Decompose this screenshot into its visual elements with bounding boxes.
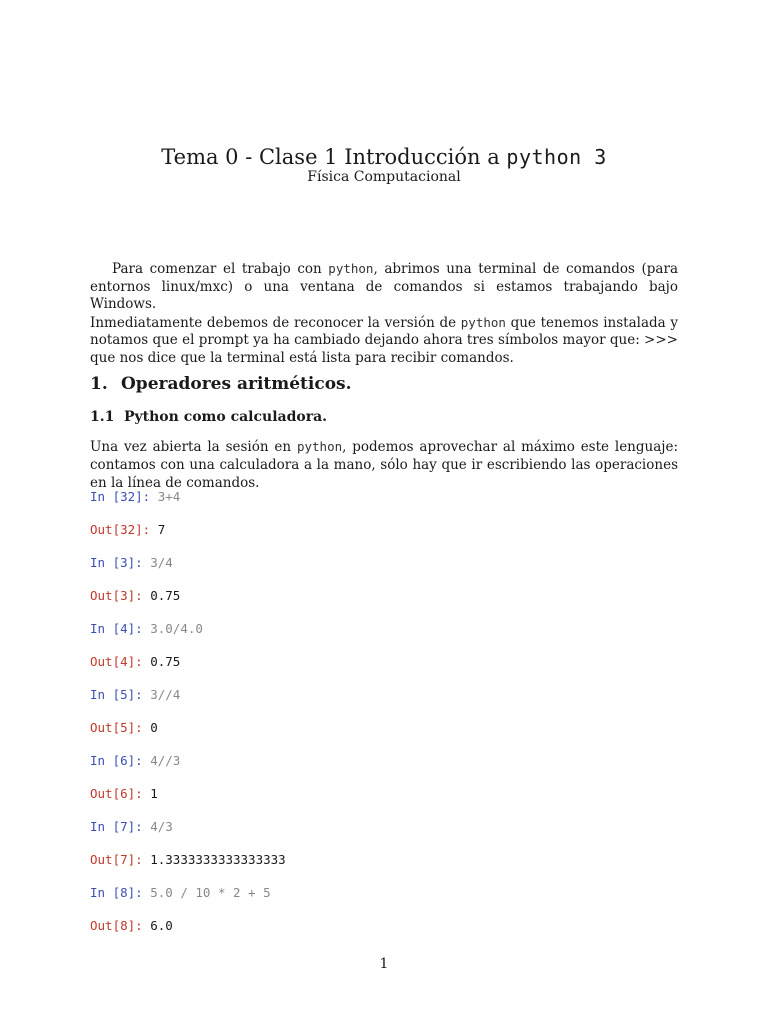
code-output-line: [90, 720, 678, 736]
code-input-line: [90, 555, 678, 571]
subsection-1-1-title: Python como calculadora.: [124, 409, 328, 425]
intro-p1-text-b: , abrimos una terminal de comandos (para entornos linux/mxc) o una ventana de comandos si estamos trabajando bajo Windows.: [90, 261, 678, 312]
code-input-line: [90, 885, 678, 901]
in-prompt: In [7]:: [90, 819, 143, 834]
out-prompt: Out[8]:: [90, 918, 143, 933]
output-value: 7: [157, 522, 166, 537]
output-value: 6.0: [150, 918, 173, 933]
input-expression: 3//4: [150, 687, 181, 702]
intro-paragraph-1: [90, 260, 678, 314]
code-input-line: [90, 819, 678, 835]
calc-code: python: [296, 439, 343, 454]
in-prompt: In [6]:: [90, 753, 143, 768]
code-output-line: [90, 852, 678, 868]
intro-p2-text-b: que tenemos instalada y notamos que el prompt ya ha cambiado dejando ahora tres símbolos mayor que: >>> que nos dice que la terminal está lista para recibir comandos.: [90, 314, 678, 366]
output-value: 1.3333333333333333: [150, 852, 286, 867]
section-1-title: Operadores aritméticos.: [121, 374, 352, 394]
document-title-block: [0, 143, 768, 185]
intro-p1-text-a: Para comenzar el trabajo con: [112, 261, 329, 277]
in-prompt: In [5]:: [90, 687, 143, 702]
subsection-heading-1-1: [90, 407, 327, 427]
input-expression: 4/3: [150, 819, 173, 834]
in-prompt: In [4]:: [90, 621, 143, 636]
in-prompt: In [8]:: [90, 885, 143, 900]
in-prompt: In [32]:: [90, 489, 151, 504]
intro-paragraph-2: [90, 314, 678, 368]
calc-text-b: , podemos aprovechar al máximo este lenguaje: contamos con una calculadora a la mano, sólo hay que ir escribiendo las operaciones en la línea de comandos.: [90, 439, 678, 491]
output-value: 0: [150, 720, 158, 735]
out-prompt: Out[4]:: [90, 654, 143, 669]
code-output-line: [90, 522, 678, 538]
output-value: 0.75: [150, 588, 181, 603]
code-input-line: [90, 753, 678, 769]
code-input-line: [90, 489, 678, 505]
out-prompt: Out[7]:: [90, 852, 143, 867]
output-value: 1: [150, 786, 158, 801]
out-prompt: Out[6]:: [90, 786, 143, 801]
code-output-line: [90, 654, 678, 670]
document-title: [0, 143, 768, 171]
out-prompt: Out[3]:: [90, 588, 143, 603]
input-expression: 3.0/4.0: [150, 621, 203, 636]
subsection-1-1-number: 1.1: [90, 409, 115, 425]
intro-p2-text-a: Inmediatamente debemos de reconocer la versión de: [90, 314, 461, 331]
code-input-line: [90, 687, 678, 703]
calc-text-a: Una vez abierta la sesión en: [90, 439, 297, 455]
section-1-number: 1.: [90, 374, 108, 394]
calculator-paragraph: [90, 438, 678, 492]
in-prompt: In [3]:: [90, 555, 143, 570]
output-value: 0.75: [150, 654, 181, 669]
document-subtitle: Física Computacional: [307, 169, 461, 185]
code-output-line: [90, 918, 678, 934]
title-code: python 3: [506, 145, 607, 169]
title-text: Tema 0 - Clase 1 Introducción a: [161, 145, 507, 169]
intro-p1-code: python: [328, 261, 374, 276]
code-input-line: [90, 621, 678, 637]
section-heading-1: [90, 372, 352, 396]
input-expression: 4//3: [150, 753, 181, 768]
code-output-line: [90, 588, 678, 604]
code-output-line: [90, 786, 678, 802]
input-expression: 3+4: [157, 489, 181, 504]
input-expression: 3/4: [150, 555, 173, 570]
page-number: 1: [379, 956, 389, 972]
out-prompt: Out[5]:: [90, 720, 143, 735]
input-expression: 5.0 / 10 * 2 + 5: [150, 885, 271, 900]
intro-section: [90, 260, 678, 367]
intro-p2-code: python: [460, 314, 506, 330]
out-prompt: Out[32]:: [90, 522, 151, 537]
